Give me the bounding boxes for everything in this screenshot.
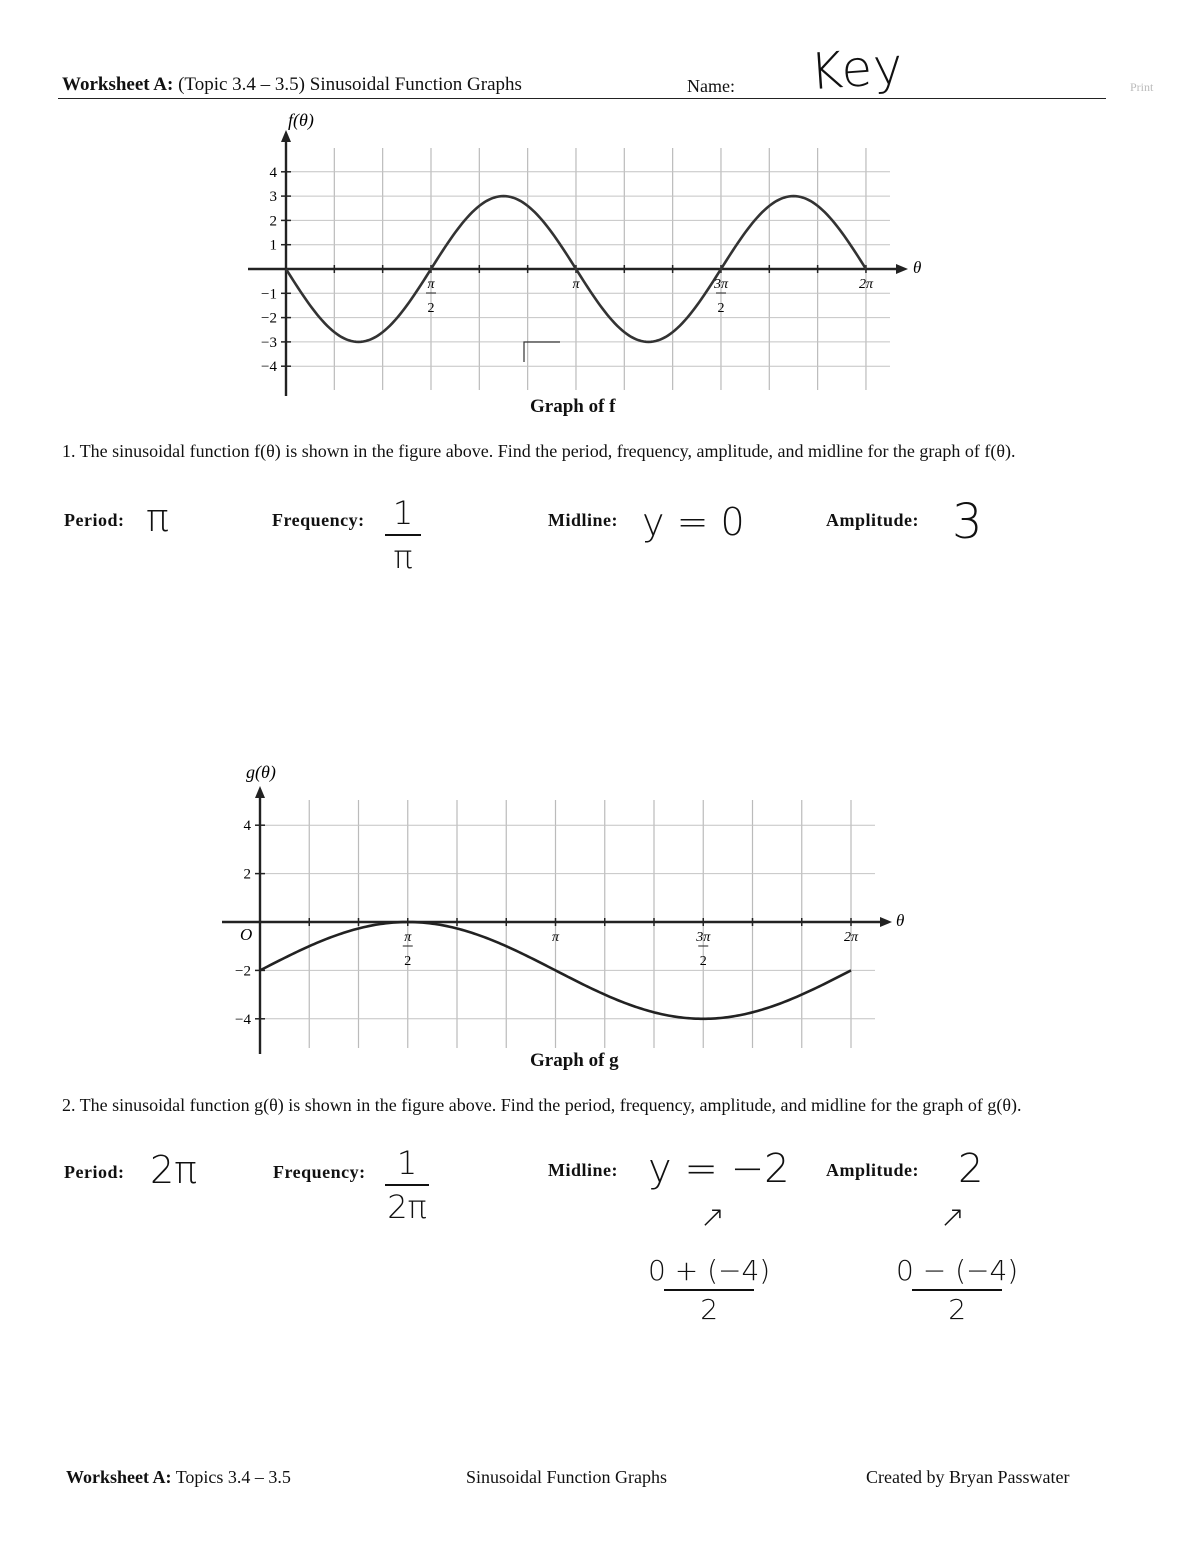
y-tick-label: 2 bbox=[269, 213, 277, 230]
x-tick-label-denominator: 2 bbox=[427, 301, 435, 316]
q2-amplitude-work-den: 2 bbox=[948, 1293, 967, 1326]
q2-period-value: 2π bbox=[150, 1148, 198, 1192]
footer-center: Sinusoidal Function Graphs bbox=[466, 1467, 667, 1487]
y-axis-arrow bbox=[255, 786, 265, 798]
q2-midline-label: Midline: bbox=[548, 1160, 618, 1180]
q2-amplitude-work bbox=[896, 1254, 1018, 1326]
worksheet-label: Worksheet A: bbox=[62, 74, 174, 95]
y-tick-label: 4 bbox=[243, 818, 251, 835]
q2-amplitude-work-num: 0 − (−4) bbox=[896, 1254, 1019, 1287]
q1-midline-value: y = 0 bbox=[642, 500, 745, 544]
x-tick-label: π bbox=[404, 930, 412, 945]
q2-midline-work bbox=[648, 1254, 770, 1326]
footer-worksheet-label: Worksheet A: bbox=[66, 1467, 172, 1487]
q2-frequency-den: 2π bbox=[387, 1188, 427, 1226]
q1-period-value: π bbox=[146, 496, 169, 540]
q2-midline-work-num: 0 + (−4) bbox=[648, 1254, 771, 1287]
graph-f-ylabel: f(θ) bbox=[288, 110, 314, 130]
x-tick-label: π bbox=[551, 930, 560, 945]
q1-period-label: Period: bbox=[64, 510, 125, 530]
name-value: Key bbox=[808, 36, 906, 102]
x-tick-label: π bbox=[427, 277, 435, 292]
y-tick-label: 2 bbox=[243, 866, 251, 883]
x-axis-arrow bbox=[880, 917, 892, 927]
x-tick-label-denominator: 2 bbox=[717, 301, 725, 316]
x-tick-label-denominator: 2 bbox=[404, 954, 412, 969]
question-1-text: 1. The sinusoidal function f(θ) is shown in the figure above. Find the period, frequency, amplitude, and midline for the graph of f(θ). bbox=[62, 441, 1016, 461]
footer-left bbox=[66, 1467, 291, 1488]
x-tick-label-denominator: 2 bbox=[699, 954, 707, 969]
y-tick-label: 3 bbox=[269, 189, 277, 206]
question-2-text: 2. The sinusoidal function g(θ) is shown in the figure above. Find the period, frequency, amplitude, and midline for the graph of g(θ). bbox=[62, 1095, 1022, 1115]
x-tick-label: 3π bbox=[696, 930, 711, 945]
y-tick-label: 1 bbox=[269, 237, 277, 254]
fraction-bar bbox=[664, 1289, 754, 1291]
q2-period-label: Period: bbox=[64, 1162, 125, 1182]
x-tick-label: π bbox=[572, 277, 580, 292]
graph-g-origin: O bbox=[240, 925, 253, 944]
y-tick-label: 4 bbox=[269, 164, 277, 181]
graph-f-xlabel: θ bbox=[913, 258, 922, 277]
name-label: Name: bbox=[687, 76, 735, 96]
x-tick-label: 2π bbox=[843, 930, 859, 945]
footer-topics: Topics 3.4 – 3.5 bbox=[175, 1467, 291, 1487]
q2-midline-value: y = −2 bbox=[648, 1146, 790, 1192]
footer-right: Created by Bryan Passwater bbox=[866, 1467, 1070, 1487]
y-tick-label: −2 bbox=[261, 310, 277, 327]
q2-amplitude-value: 2 bbox=[958, 1146, 984, 1192]
graph-g-xlabel: θ bbox=[896, 911, 905, 930]
q2-midline-arrow: ↗ bbox=[700, 1200, 726, 1235]
fraction-bar bbox=[912, 1289, 1002, 1291]
q2-amplitude-arrow: ↗ bbox=[940, 1200, 966, 1235]
graph-f-caption: Graph of f bbox=[530, 396, 616, 417]
graph-g-grid bbox=[260, 800, 875, 1048]
q1-frequency-den: π bbox=[393, 538, 413, 576]
q2-frequency-num: 1 bbox=[396, 1144, 418, 1182]
graph-g-axes bbox=[222, 786, 892, 1054]
graph-g-ylabel: g(θ) bbox=[246, 762, 276, 782]
q1-amplitude-value: 3 bbox=[952, 494, 983, 550]
fraction-bar bbox=[385, 1184, 429, 1186]
x-tick-label: 3π bbox=[713, 277, 729, 292]
q2-amplitude-label: Amplitude: bbox=[826, 1160, 920, 1180]
y-tick-label: −2 bbox=[235, 963, 251, 980]
y-tick-label: −4 bbox=[261, 359, 277, 376]
q2-midline-work-den: 2 bbox=[700, 1293, 719, 1326]
y-tick-label: −4 bbox=[235, 1011, 251, 1028]
q2-frequency-label: Frequency: bbox=[273, 1162, 366, 1182]
worksheet-topic: (Topic 3.4 – 3.5) Sinusoidal Function Graphs bbox=[178, 74, 522, 95]
q1-frequency-num: 1 bbox=[392, 494, 414, 532]
y-tick-label: −3 bbox=[261, 334, 277, 351]
graph-g-caption: Graph of g bbox=[530, 1050, 619, 1071]
q1-frequency-label: Frequency: bbox=[272, 510, 365, 530]
q2-frequency-fraction bbox=[385, 1144, 429, 1226]
q1-midline-label: Midline: bbox=[548, 510, 618, 530]
print-mark: Print bbox=[1130, 80, 1154, 94]
q1-amplitude-label: Amplitude: bbox=[826, 510, 920, 530]
x-tick-label: 2π bbox=[858, 277, 874, 292]
y-tick-label: −1 bbox=[261, 286, 277, 303]
